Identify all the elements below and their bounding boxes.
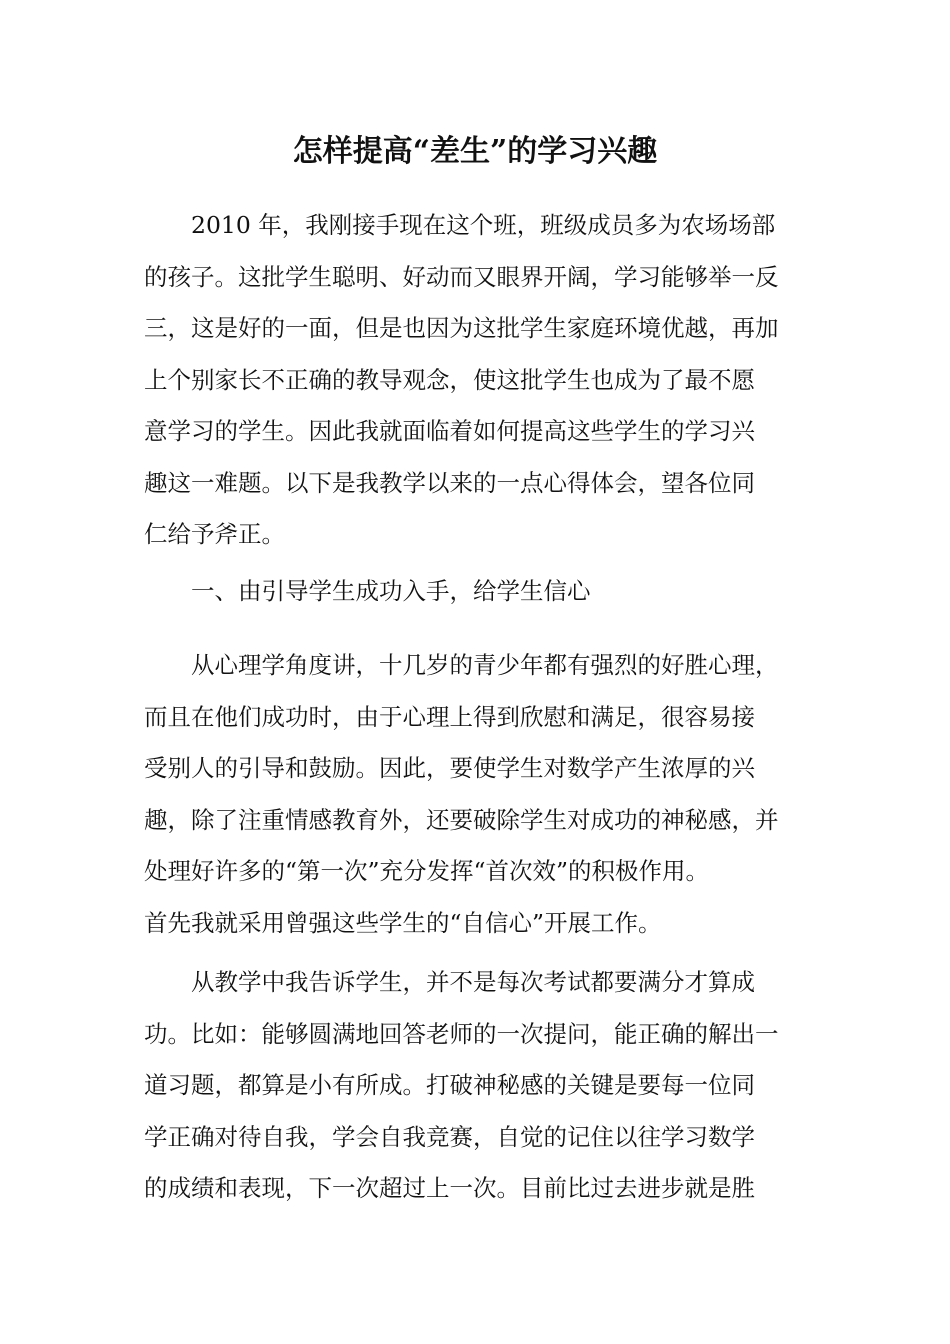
document-title: 怎样提高“差生”的学习兴趣 (292, 134, 658, 169)
paragraph-line: 从心理学角度讲，十几岁的青少年都有强烈的好胜心理， (191, 651, 779, 679)
paragraph-line: 趣，除了注重情感教育外，还要破除学生对成功的神秘感，并 (144, 805, 779, 834)
paragraph-line: 的成绩和表现，下一次超过上一次。目前比过去进步就是胜 (144, 1174, 755, 1202)
paragraph-line: 2010 年，我刚接手现在这个班，班级成员多为农场场部 (191, 211, 776, 239)
paragraph-line: 仁给予斧正。 (144, 520, 285, 548)
paragraph-line: 从教学中我告诉学生，并不是每次考试都要满分才算成 (191, 968, 755, 996)
paragraph-teaching (144, 957, 808, 1215)
paragraph-intro (144, 200, 808, 561)
paragraph-line: 三，这是好的一面，但是也因为这批学生家庭环境优越，再加 (144, 314, 779, 342)
paragraph-line: 趣这一难题。以下是我教学以来的一点心得体会，望各位同 (144, 468, 755, 497)
paragraph-psychology (144, 640, 808, 949)
paragraph-line: 的孩子。这批学生聪明、好动而又眼界开阔，学习能够举一反 (144, 262, 779, 291)
paragraph-line: 上个别家长不正确的教导观念，使这批学生也成为了最不愿 (144, 365, 755, 394)
section-heading-line: 一、由引导学生成功入手，给学生信心 (191, 577, 591, 605)
paragraph-line: 学正确对待自我，学会自我竞赛，自觉的记住以往学习数学 (144, 1122, 755, 1151)
paragraph-line: 功。比如：能够圆满地回答老师的一次提问，能正确的解出一 (144, 1019, 779, 1048)
paragraph-line: 首先我就采用曾强这些学生的“自信心”开展工作。 (144, 908, 662, 937)
paragraph-line: 处理好许多的“第一次”充分发挥“首次效”的积极作用。 (144, 857, 710, 885)
section-heading-1 (144, 566, 808, 618)
paragraph-line: 意学习的学生。因此我就面临着如何提高这些学生的学习兴 (144, 417, 755, 445)
paragraph-line: 受别人的引导和鼓励。因此，要使学生对数学产生浓厚的兴 (144, 754, 755, 782)
paragraph-line: 而且在他们成功时，由于心理上得到欣慰和满足，很容易接 (144, 702, 755, 731)
paragraph-line: 道习题，都算是小有所成。打破神秘感的关键是要每一位同 (144, 1071, 755, 1099)
